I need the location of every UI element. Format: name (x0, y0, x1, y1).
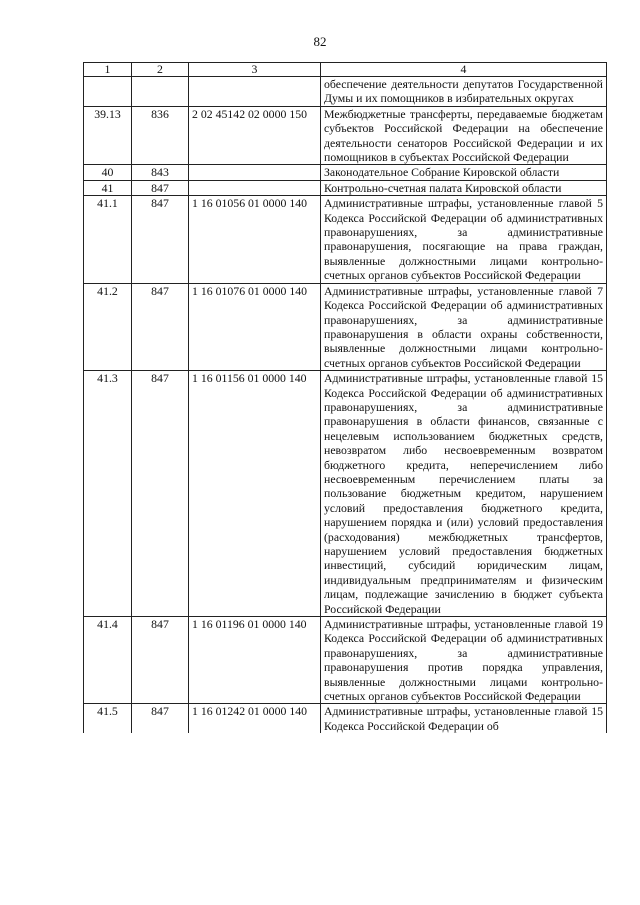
row-number-cell: 41.1 (84, 196, 132, 283)
table-header-row (84, 63, 607, 77)
budget-code-cell: 1 16 01242 01 0000 140 (189, 704, 321, 733)
header-cell: 3 (189, 63, 321, 77)
admin-code-cell: 847 (132, 180, 189, 195)
budget-table (83, 62, 607, 733)
header-cell: 2 (132, 63, 189, 77)
description-cell: Административные штрафы, установленные главой 15 Кодекса Российской Федерации об административных правонарушениях, за административные правонарушения в области финансов, связанные с нецелевым использованием бюджетных средств, невозвратом либо несвоевременным возвратом бюджетного кредита, неперечислением либо несвоевременным перечислением платы за пользование бюджетным кредитом, нарушением условий предоставления бюджетного кредита, нарушением порядка и (или) условий предоставления (расходования) межбюджетных трансфертов, нарушением условий предоставления бюджетных инвестиций, субсидий юридическим лицам, индивидуальным предпринимателям и физическим лицам, подлежащие зачислению в бюджет субъекта Российской Федерации (321, 371, 607, 617)
admin-code-cell (132, 77, 189, 107)
admin-code-cell: 847 (132, 704, 189, 733)
table-row (84, 77, 607, 107)
admin-code-cell: 847 (132, 196, 189, 283)
admin-code-cell: 847 (132, 617, 189, 704)
description-cell: Административные штрафы, установленные главой 5 Кодекса Российской Федерации об административных правонарушениях, за административные правонарушения, посягающие на права граждан, выявленные должностными лицами контрольно-счетных органов субъектов Российской Федерации (321, 196, 607, 283)
budget-code-cell: 1 16 01196 01 0000 140 (189, 617, 321, 704)
description-cell: Межбюджетные трансферты, передаваемые бюджетам субъектов Российской Федерации на обеспечение деятельности сенаторов Российской Федерации и их помощников в субъектах Российской Федерации (321, 106, 607, 165)
budget-code-cell: 1 16 01076 01 0000 140 (189, 283, 321, 370)
budget-code-cell (189, 77, 321, 107)
row-number-cell: 41.3 (84, 371, 132, 617)
description-cell: Административные штрафы, установленные главой 15 Кодекса Российской Федерации об (321, 704, 607, 733)
description-cell: Административные штрафы, установленные главой 7 Кодекса Российской Федерации об административных правонарушениях, за административные правонарушения в области охраны собственности, выявленные должностными лицами контрольно-счетных органов субъектов Российской Федерации (321, 283, 607, 370)
budget-code-cell: 2 02 45142 02 0000 150 (189, 106, 321, 165)
admin-code-cell: 847 (132, 283, 189, 370)
budget-code-cell (189, 165, 321, 180)
row-number-cell: 41 (84, 180, 132, 195)
admin-code-cell: 836 (132, 106, 189, 165)
admin-code-cell: 847 (132, 371, 189, 617)
header-cell: 4 (321, 63, 607, 77)
table-row (84, 283, 607, 370)
budget-code-cell: 1 16 01156 01 0000 140 (189, 371, 321, 617)
table-row (84, 165, 607, 180)
row-number-cell: 41.2 (84, 283, 132, 370)
description-cell: Контрольно-счетная палата Кировской области (321, 180, 607, 195)
table-row (84, 180, 607, 195)
budget-code-cell (189, 180, 321, 195)
row-number-cell: 41.5 (84, 704, 132, 733)
table-row (84, 371, 607, 617)
table-row (84, 106, 607, 165)
row-number-cell (84, 77, 132, 107)
table-row (84, 617, 607, 704)
table-row (84, 196, 607, 283)
description-cell: обеспечение деятельности депутатов Государственной Думы и их помощников в избирательных округах (321, 77, 607, 107)
description-cell: Законодательное Собрание Кировской области (321, 165, 607, 180)
row-number-cell: 40 (84, 165, 132, 180)
admin-code-cell: 843 (132, 165, 189, 180)
header-cell: 1 (84, 63, 132, 77)
page-number: 82 (313, 34, 327, 49)
description-cell: Административные штрафы, установленные главой 19 Кодекса Российской Федерации об административных правонарушениях, за административные правонарушения против порядка управления, выявленные должностными лицами контрольно-счетных органов субъектов Российской Федерации (321, 617, 607, 704)
row-number-cell: 39.13 (84, 106, 132, 165)
table-row (84, 704, 607, 733)
budget-code-cell: 1 16 01056 01 0000 140 (189, 196, 321, 283)
row-number-cell: 41.4 (84, 617, 132, 704)
